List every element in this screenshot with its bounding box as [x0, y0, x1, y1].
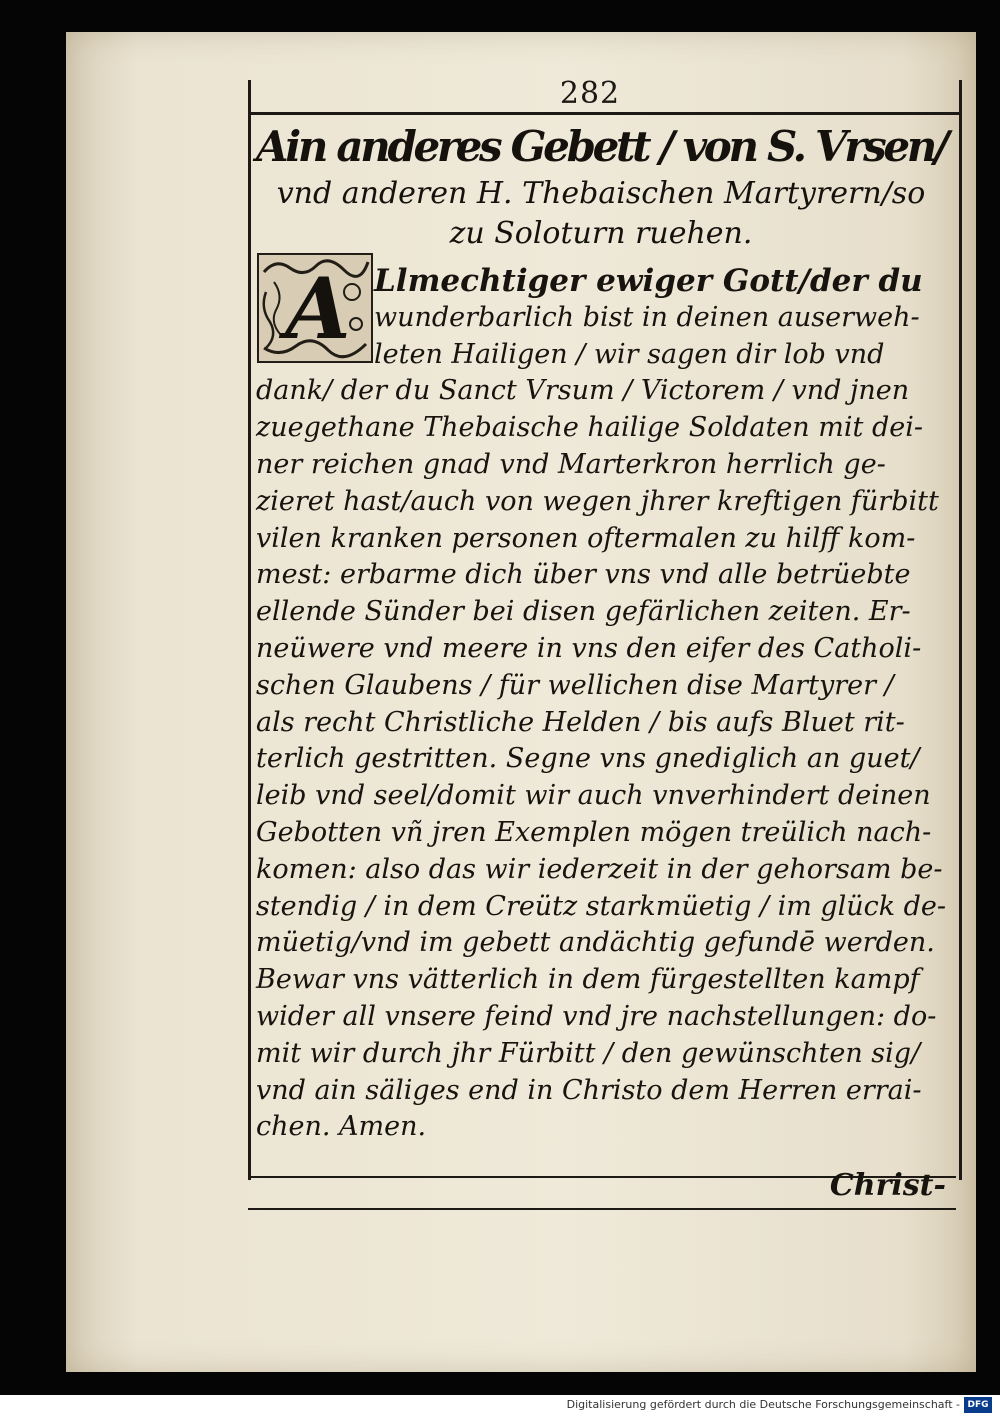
prayer-body — [256, 263, 946, 1146]
text-line: Bewar vns vätterlich in dem fürgestellten kampf — [256, 964, 920, 996]
top-rule — [248, 112, 962, 115]
text-line: wider all vnsere feind vnd jre nachstellungen: do- — [256, 1000, 937, 1032]
text-line: vnd ain säliges end in Christo dem Herren errai- — [256, 1074, 922, 1106]
text-line: ellende Sünder bei disen gefärlichen zeiten. Er- — [256, 596, 911, 628]
dfg-logo: DFG — [964, 1397, 992, 1413]
prayer-heading — [256, 120, 946, 254]
heading-line: Ain anderes Gebett / von S. Vrsen/ — [256, 122, 946, 171]
text-line: leten Hailigen / wir sagen dir lob vnd — [374, 338, 885, 370]
text-line: mit wir durch jhr Fürbitt / den gewünschten sig/ — [256, 1037, 921, 1069]
text-line: leib vnd seel/domit wir auch vnverhindert deinen — [256, 780, 931, 812]
text-line: Gebotten vñ jren Exemplen mögen treülich nach- — [256, 816, 932, 848]
digitization-footer — [0, 1395, 1000, 1417]
text-line: vilen kranken personen oftermalen zu hilff kom- — [256, 522, 916, 554]
text-line: stendig / in dem Creütz starkmüetig / im glück de- — [256, 890, 946, 922]
catchword-rule — [248, 1208, 956, 1210]
text-line: neüwere vnd meere in vns den eifer des Catholi- — [256, 632, 922, 664]
text-line: chen. Amen. — [256, 1111, 427, 1143]
heading-line: zu Soloturn ruehen. — [449, 216, 753, 251]
catchword: Christ- — [829, 1168, 946, 1203]
funding-credit: Digitalisierung gefördert durch die Deutsche Forschungsgemeinschaft - — [566, 1398, 960, 1411]
text-line: Llmechtiger ewiger Gott/der du — [374, 263, 923, 299]
text-line: zuegethane Thebaische hailige Soldaten mit dei- — [256, 412, 923, 444]
initial-letter: A — [285, 259, 351, 358]
text-line: müetig/vnd im gebett andächtig gefundē werden. — [256, 927, 935, 959]
text-line: mest: erbarme dich über vns vnd alle betrüebte — [256, 559, 911, 591]
heading-line: vnd anderen H. Thebaischen Martyrern/so — [276, 176, 926, 211]
text-line: als recht Christliche Helden / bis aufs Bluet rit- — [256, 706, 905, 738]
text-line: dank/ der du Sanct Vrsum / Victorem / vnd jnen — [256, 375, 910, 407]
text-line: schen Glaubens / für wellichen dise Martyrer / — [256, 669, 894, 701]
text-line: komen: also das wir iederzeit in der gehorsam be- — [256, 853, 943, 885]
text-line: zieret hast/auch von wegen jhrer kreftigen fürbitt — [256, 485, 939, 517]
text-line: ner reichen gnad vnd Marterkron herrlich ge- — [256, 448, 886, 480]
page-number: 282 — [559, 76, 621, 111]
text-line: wunderbarlich bist in deinen auserweh- — [374, 301, 920, 333]
text-line: terlich gestritten. Segne vns gnediglich an guet/ — [256, 743, 920, 775]
